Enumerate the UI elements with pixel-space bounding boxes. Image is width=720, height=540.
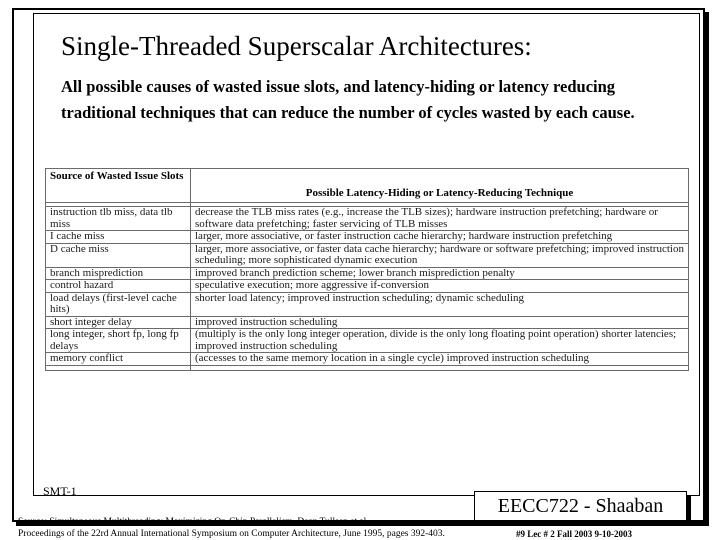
row-technique: improved instruction scheduling <box>191 316 689 329</box>
row-source: load delays (first-level cache hits) <box>46 292 191 316</box>
row-source: branch misprediction <box>46 267 191 280</box>
row-technique: speculative execution; more aggressive if-conversion <box>191 280 689 293</box>
header-technique: Possible Latency-Hiding or Latency-Reducing Technique <box>191 169 689 203</box>
row-source: control hazard <box>46 280 191 293</box>
row-technique: larger, more associative, or faster data cache hierarchy; hardware or software prefetching; improved instruction scheduling; more sophisticated dynamic execution <box>191 243 689 267</box>
table-row <box>46 231 689 244</box>
source-line-1: Source: Simultaneous Multithreading: Maximizing On-Chip Parallelism. Dean Tullsen et al., <box>18 517 372 527</box>
row-source: memory conflict <box>46 353 191 366</box>
row-technique: (multiply is the only long integer operation, divide is the only long floating point operation) shorter latencies; improved instruction scheduling <box>191 329 689 353</box>
table-header-row <box>46 169 689 203</box>
table-row <box>46 243 689 267</box>
source-line-2: Proceedings of the 22rd Annual International Symposium on Computer Architecture, June 1995, pages 392-403. <box>18 529 445 539</box>
table-row <box>46 280 689 293</box>
header-source: Source of Wasted Issue Slots <box>46 169 191 203</box>
frame-shadow-right <box>705 12 709 526</box>
lecture-info: #9 Lec # 2 Fall 2003 9-10-2003 <box>516 529 632 539</box>
row-source: long integer, short fp, long fp delays <box>46 329 191 353</box>
row-source: instruction tlb miss, data tlb miss <box>46 207 191 231</box>
table-row <box>46 207 689 231</box>
row-technique: improved branch prediction scheme; lower branch misprediction penalty <box>191 267 689 280</box>
row-source: I cache miss <box>46 231 191 244</box>
slide-title: Single-Threaded Superscalar Architectures: <box>61 31 532 61</box>
table-row <box>46 316 689 329</box>
table-row <box>46 353 689 366</box>
row-technique: shorter load latency; improved instruction scheduling; dynamic scheduling <box>191 292 689 316</box>
table-row <box>46 329 689 353</box>
source-citation <box>18 516 445 540</box>
row-technique: (accesses to the same memory location in a single cycle) improved instruction scheduling <box>191 353 689 366</box>
row-technique: larger, more associative, or faster instruction cache hierarchy; hardware instruction prefetching <box>191 231 689 244</box>
row-source: D cache miss <box>46 243 191 267</box>
wasted-slots-table <box>45 168 689 371</box>
row-source: short integer delay <box>46 316 191 329</box>
slide-subtitle: All possible causes of wasted issue slots, and latency-hiding or latency reducing traditional techniques that can reduce the number of cycles wasted by each cause. <box>61 77 635 122</box>
course-title-box: EECC722 - Shaaban <box>474 491 687 521</box>
section-label: SMT-1 <box>43 484 77 498</box>
table-end-row <box>46 365 689 370</box>
row-technique: decrease the TLB miss rates (e.g., increase the TLB sizes); hardware instruction prefetching; hardware or software data prefetching; faster servicing of TLB misses <box>191 207 689 231</box>
table-row <box>46 292 689 316</box>
table-row <box>46 267 689 280</box>
